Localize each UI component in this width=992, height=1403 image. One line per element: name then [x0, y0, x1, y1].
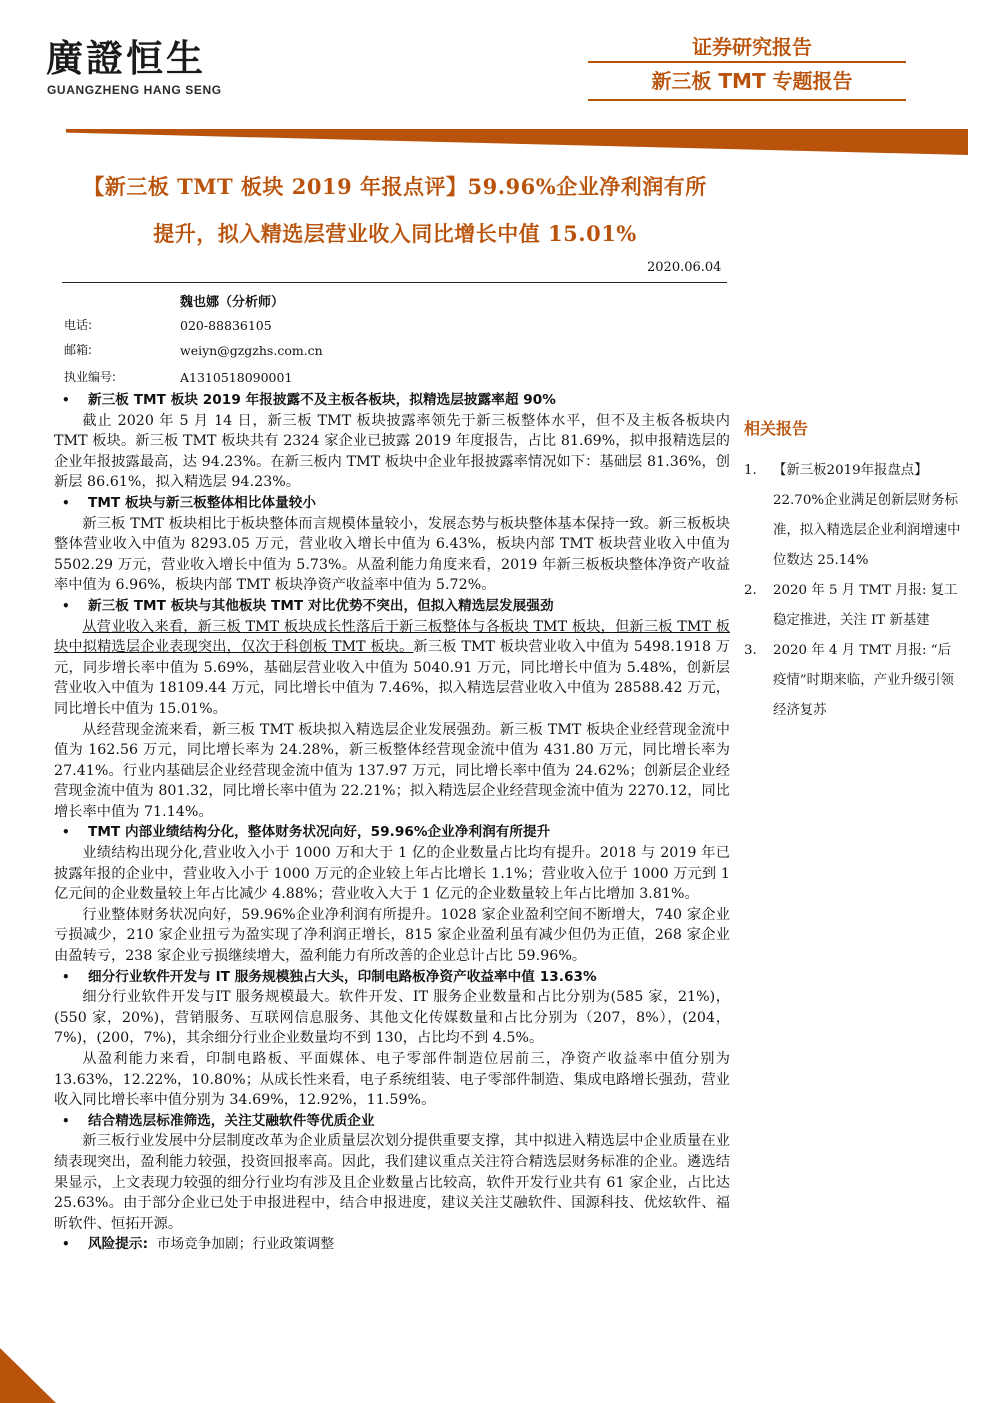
- analyst-name: 魏也娜（分析师）: [180, 295, 285, 310]
- section-heading: • 新三板 TMT 板块 2019 年报披露不及主板各板块，拟精选层披露率超 90%: [54, 390, 730, 411]
- bullet-icon: •: [62, 969, 70, 984]
- risk-label: 风险提示:: [88, 1236, 149, 1253]
- risk-warning: [54, 1234, 730, 1255]
- paragraph: 从盈利能力来看，印制电路板、平面媒体、电子零部件制造位居前三，净资产收益率中值分别为 13.63%，12.22%，10.80%；从成长性来看，电子系统组装、电子零部件制造、集成电路增长强劲，营业收入同比增长率中值分别为 34.69%，12.92%，11.59%。: [54, 1051, 730, 1109]
- risk-text: 市场竞争加剧；行业政策调整: [156, 1236, 335, 1253]
- paragraph: 从营业收入来看，新三板 TMT 板块成长性落后于新三板整体与各板块 TMT 板块，但新三板 TMT 板块中拟精选层企业表现突出，仅次于科创板 TMT 板块。新三板 TMT 板块营业收入中值为 5498.1918 万元，同步增长率中值为 5.69%，基础层营业收入中值为 5040.91 万元，同比增长中值为 5.48%，创新层营业收入中值为 18109.44 万元，同比增长中值为 7.46%，拟入精选层营业收入中值为 28588.42 万元，同比增长中值为 15.01%。: [54, 618, 730, 717]
- related-reports-title: 相关报告: [744, 419, 809, 438]
- paragraph: 新三板行业发展中分层制度改革为企业质量层次划分提供重要支撑，其中拟进入精选层中企业质量在业绩表现突出，盈利能力较强，投资回报率高。因此，我们建议重点关注符合精选层财务标准的企业。遴选结果显示，上文表现力较强的细分行业均有涉及且企业数量占比较高，软件开发行业共有 61 家企业，占比达 25.63%。由于部分企业已处于申报进程中，结合申报进度，建议关注艾融软件、国源科技、优炫软件、福昕软件、恒拓开源。: [54, 1133, 730, 1232]
- report-subtype: 新三板 TMT 专题报告: [651, 69, 853, 93]
- bullet-icon: •: [62, 393, 70, 407]
- underlined-text: 从营业收入来看，新三板 TMT 板块成长性落后于新三板整体与各板块 TMT 板块，但新三板 TMT 板块中拟精选层企业表现突出，仅次于科创板 TMT 板块。: [54, 618, 730, 656]
- paragraph: 细分行业软件开发与IT 服务规模最大。软件开发、IT 服务企业数量和占比分别为(585 家，21%)，(550 家，20%)，营销服务、互联网信息服务、其他文化传媒数量和占比分别为（207，8%），(204，7%)，(200，7%)，其余细分行业企业数量均不到 130，占比均不到 4.5%。: [54, 989, 730, 1047]
- related-report-item[interactable]: 2. 2020 年 5 月 TMT 月报: 复工稳定推进，关注 IT 新基建: [744, 583, 958, 628]
- related-report-item[interactable]: 3. 2020 年 4 月 TMT 月报: “后疫情”时期来临，产业升级引领经济复苏: [744, 643, 954, 718]
- corner-decoration: [0, 1348, 56, 1403]
- section-heading: • 结合精选层标准筛选，关注艾融软件等优质企业: [54, 1111, 730, 1132]
- bullet-icon: •: [62, 1113, 70, 1128]
- report-title-line1: 【新三板 TMT 板块 2019 年报点评】59.96%企业净利润有所: [83, 174, 707, 199]
- paragraph: 从经营现金流来看，新三板 TMT 板块拟入精选层企业发展强劲。新三板 TMT 板块企业经营现金流中值为 162.56 万元，同比增长率为 24.28%，新三板整体经营现金流中值为 431.80 万元，同比增长率为 27.41%。行业内基础层企业经营现金流中值为 137.97 万元，同比增长率中值为 24.62%；创新层企业经营现金流中值为 801.32，同比增长率中值为 22.21%；拟入精选层企业经营现金流中值为 2270.12，同比增长率中值为 71.14%。: [54, 721, 730, 820]
- paragraph: 截止 2020 年 5 月 14 日，新三板 TMT 板块披露率领先于新三板整体水平，但不及主板各板块内 TMT 板块。新三板 TMT 板块共有 2324 家企业已披露 2019 年度报告，占比 81.69%，拟申报精选层的企业年报披露最高，达 94.23%。在新三板内 TMT 板块中企业年报披露率情况如下：基础层 81.36%，创新层 86.61%，拟入精选层 94.23%。: [54, 412, 730, 491]
- logo-chinese: 廣證恒生: [46, 37, 206, 80]
- bullet-icon: •: [62, 1237, 70, 1252]
- section-heading: • 新三板 TMT 板块与其他板块 TMT 对比优势不突出，但拟入精选层发展强劲: [54, 596, 730, 617]
- paragraph: 业绩结构出现分化,营业收入小于 1000 万和大于 1 亿的企业数量占比均有提升。2018 与 2019 年已披露年报的企业中，营业收入小于 1000 万元的企业较上年占比增长 1.1%；营业收入位于 1000 万元到 1 亿元间的企业数量较上年占比减少 4.88%；营业收入大于 1 亿元的企业数量较上年占比增加 3.81%。: [54, 845, 730, 903]
- header-divider-top: [588, 61, 906, 63]
- email-label: 邮箱:: [64, 343, 93, 357]
- license-value: A1310518090001: [180, 370, 293, 385]
- license-label: 执业编号:: [64, 370, 117, 384]
- bullet-icon: •: [62, 495, 70, 510]
- report-body: [54, 390, 730, 1255]
- report-date: 2020.06.04: [647, 260, 722, 275]
- phone-value: 020-88836105: [180, 318, 272, 333]
- report-type: 证券研究报告: [692, 35, 812, 59]
- paragraph: 新三板 TMT 板块相比于板块整体而言规模体量较小，发展态势与板块整体基本保持一致。新三板板块整体营业收入中值为 8293.05 万元，营业收入增长中值为 6.43%，板块内部 TMT 板块营业收入中值为 5502.29 万元，营业收入增长中值为 5.73%。从盈利能力角度来看，2019 年新三板板块整体净资产收益率中值为 6.96%，板块内部 TMT 板块净资产收益率中值为 5.72%。: [54, 515, 730, 594]
- section-heading: • TMT 板块与新三板整体相比体量较小: [54, 493, 730, 514]
- bullet-icon: •: [62, 598, 70, 613]
- section-heading: • 细分行业软件开发与 IT 服务规模独占大头，印制电路板净资产收益率中值 13.63%: [54, 967, 730, 988]
- report-title-line2: 提升，拟入精选层营业收入同比增长中值 15.01%: [153, 221, 637, 246]
- email-value: weiyn@gzgzhs.com.cn: [180, 343, 323, 358]
- bullet-icon: •: [62, 825, 70, 840]
- section-heading: • TMT 内部业绩结构分化，整体财务状况向好，59.96%企业净利润有所提升: [54, 822, 730, 843]
- related-report-item[interactable]: 1. 【新三板2019年报盘点】22.70%企业满足创新层财务标准，拟入精选层企业利润增速中位数达 25.14%: [744, 463, 961, 568]
- accent-banner: [66, 129, 968, 155]
- header-divider-bottom: [588, 99, 906, 101]
- paragraph: 行业整体财务状况向好，59.96%企业净利润有所提升。1028 家企业盈利空间不断增大，740 家企业亏损减少，210 家企业扭亏为盈实现了净利润正增长，815 家企业盈利虽有减少但仍为正值，268 家企业由盈转亏，238 家企业亏损继续增大，盈利能力有所改善的企业总计占比 59.96%。: [54, 906, 730, 965]
- phone-label: 电话:: [64, 318, 93, 332]
- related-reports-list: [744, 456, 964, 726]
- title-divider: [62, 282, 727, 283]
- logo-english: GUANGZHENG HANG SENG: [47, 83, 222, 97]
